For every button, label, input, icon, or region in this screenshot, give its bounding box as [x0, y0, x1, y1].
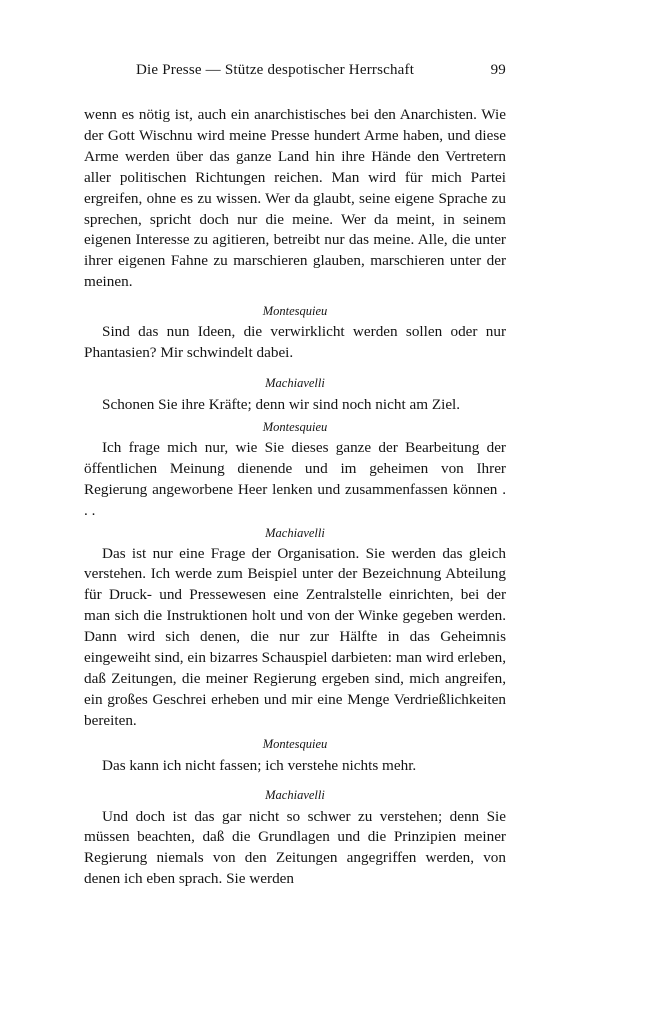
speaker-label-machiavelli: Machiavelli	[265, 787, 325, 802]
paragraph-montesquieu-2: Ich frage mich nur, wie Sie dieses ganze der Bearbeitung der öffentlichen Meinung dienende und im geheimen von Ihrer Regierung angeworbene Heer lenken und zusammenfassen können . . .	[84, 438, 506, 519]
speaker-label-machiavelli: Machiavelli	[265, 375, 325, 390]
speaker-label-montesquieu: Montesquieu	[262, 736, 328, 751]
paragraph-machiavelli-3: Und doch ist das gar nicht so schwer zu verstehen; denn Sie müssen beachten, daß die Grundlagen und die Prinzipien meiner Regierung niemals von den Zeitungen angegriffen werden, von denen ich eben sprach. Sie werden	[84, 807, 506, 888]
speaker-label-machiavelli: Machiavelli	[265, 525, 325, 540]
page-number: 99	[490, 62, 506, 78]
body-text	[84, 105, 506, 890]
book-page	[84, 62, 506, 890]
speaker-label-montesquieu: Montesquieu	[262, 304, 328, 319]
speaker-label-montesquieu: Montesquieu	[262, 419, 328, 434]
paragraph-montesquieu-1: Sind das nun Ideen, die verwirklicht werden sollen oder nur Phantasien? Mir schwindelt dabei.	[84, 323, 506, 362]
running-title: Die Presse — Stütze despotischer Herrschaft	[136, 62, 415, 78]
paragraph-montesquieu-3: Das kann ich nicht fassen; ich verstehe nichts mehr.	[102, 756, 417, 774]
paragraph-machiavelli-1: Schonen Sie ihre Kräfte; denn wir sind noch nicht am Ziel.	[102, 395, 461, 413]
paragraph-continuation: wenn es nötig ist, auch ein anarchistisches bei den Anarchisten. Wie der Gott Wischnu wird meine Presse hundert Arme haben, und diese Arme werden über das ganze Land hin ihre Hände den Vertretern aller politischen Richtungen reichen. Man wird für mich Partei ergreifen, ohne es zu wissen. Wer da glaubt, seine eigene Sprache zu sprechen, spricht doch nur die meine. Wer da meint, in seinem eigenen Interesse zu agitieren, betreibt nur das meine. Alle, die unter ihrer eigenen Fahne zu marschieren glauben, marschieren unter der meinen.	[84, 106, 506, 291]
running-head	[84, 62, 506, 86]
paragraph-machiavelli-2: Das ist nur eine Frage der Organisation. Sie werden das gleich verstehen. Ich werde zum Beispiel unter der Bezeichnung Abteilung für Druck- und Pressewesen eine Zentralstelle einrichten, bei der man sich die Instruktionen holt und von der Winke gegeben werden. Dann wird sich denen, die nur zur Hälfte in das Geheimnis eingeweiht sind, ein bizarres Schauspiel darbieten: man wird erleben, daß Zeitungen, die meiner Regierung ergeben sind, mich angreifen, ein großes Geschrei erheben und mir eine Menge Verdrießlichkeiten bereiten.	[84, 544, 506, 729]
